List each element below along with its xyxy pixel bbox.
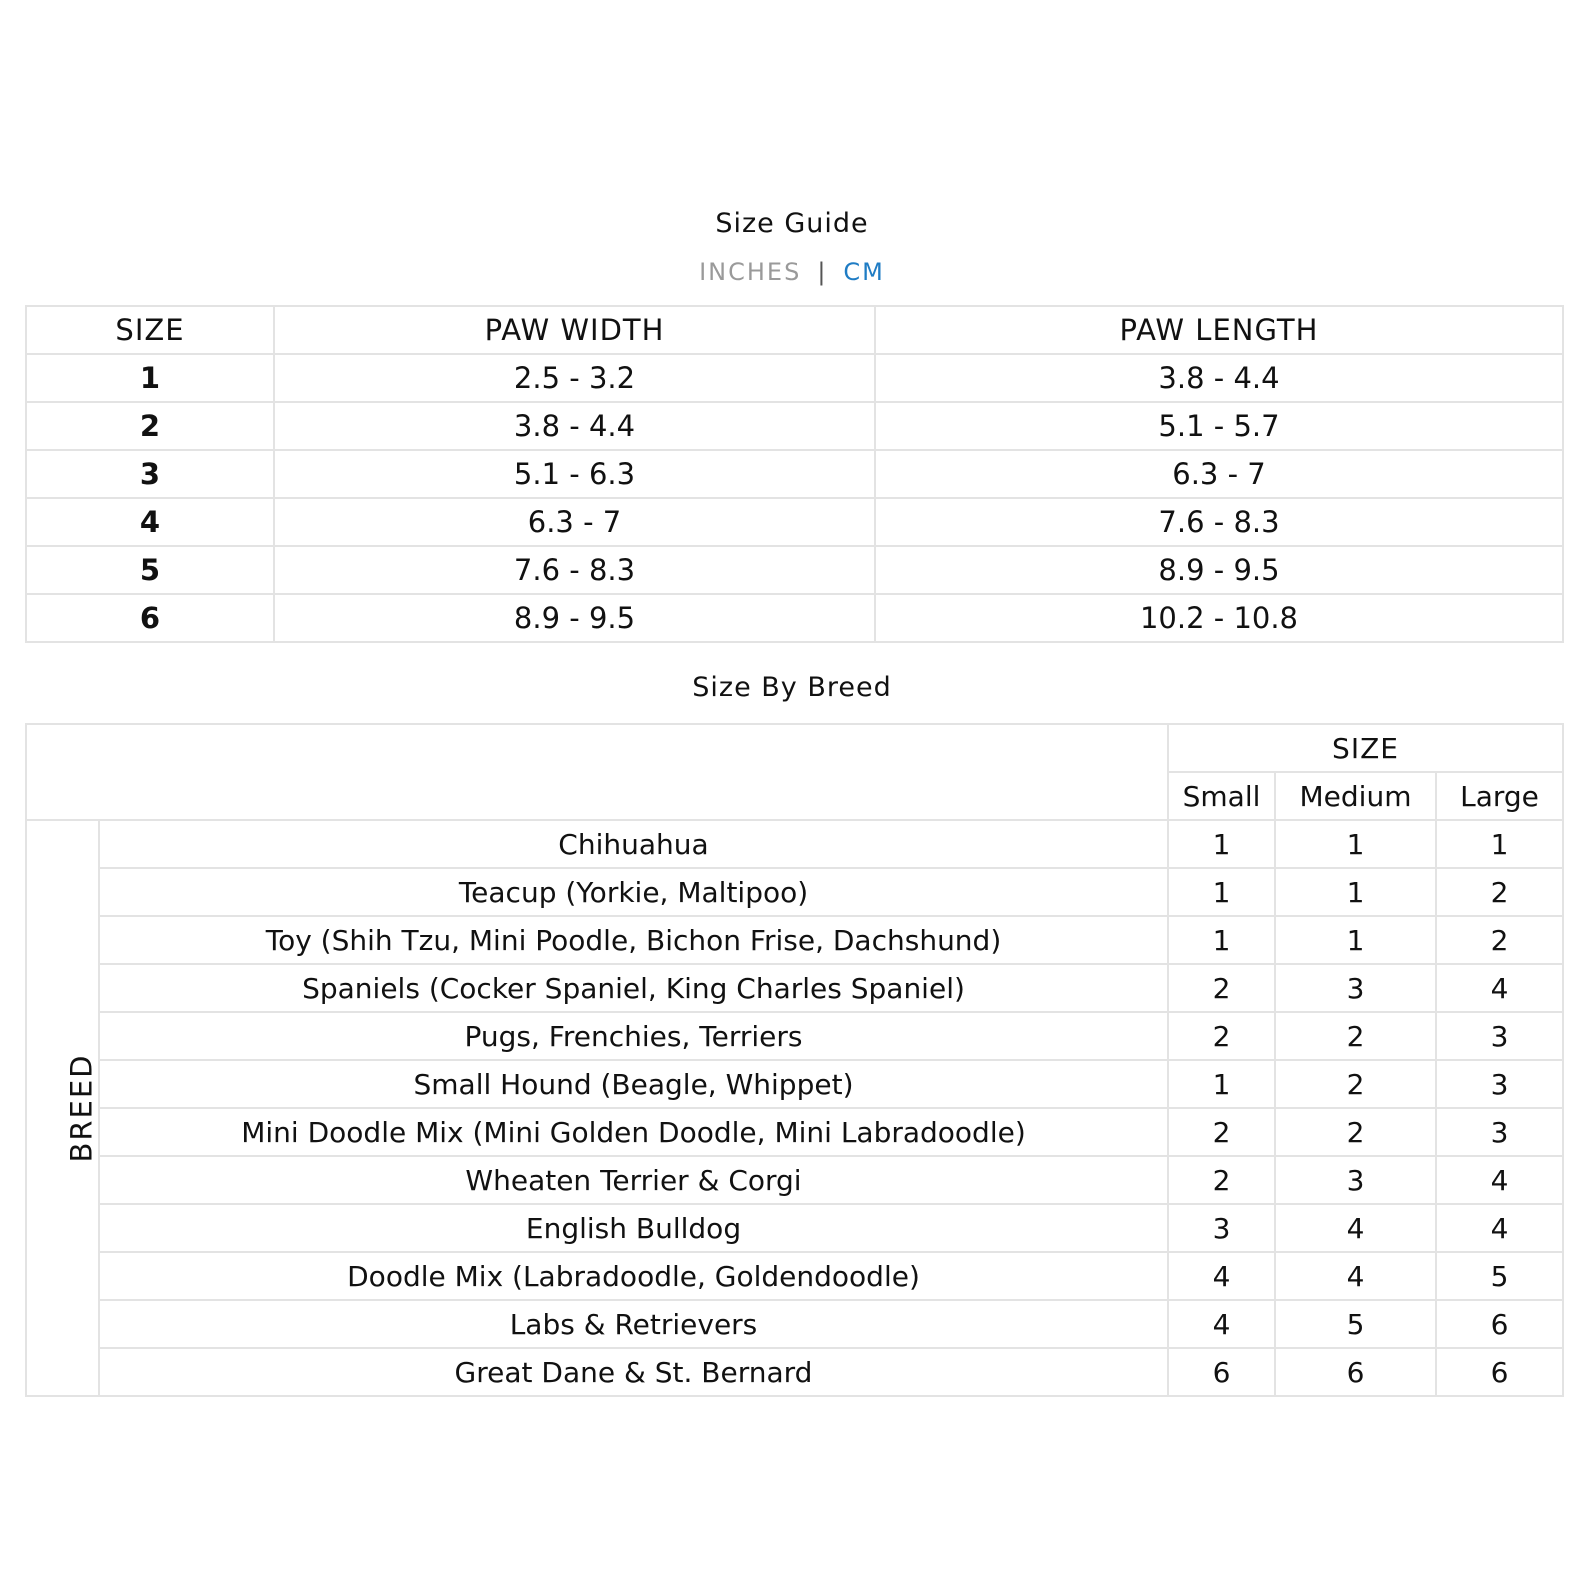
column-header-small: Small <box>1168 772 1275 820</box>
column-header-size: SIZE <box>26 306 274 354</box>
paw-width-cell: 2.5 - 3.2 <box>274 354 875 402</box>
small-size-cell: 2 <box>1168 1156 1275 1204</box>
small-size-cell: 1 <box>1168 868 1275 916</box>
large-size-cell: 2 <box>1436 916 1563 964</box>
medium-size-cell: 4 <box>1275 1252 1436 1300</box>
medium-size-cell: 4 <box>1275 1204 1436 1252</box>
medium-size-cell: 1 <box>1275 820 1436 868</box>
paw-length-cell: 5.1 - 5.7 <box>875 402 1563 450</box>
paw-length-cell: 3.8 - 4.4 <box>875 354 1563 402</box>
breed-header-blank <box>26 724 1168 820</box>
large-size-cell: 2 <box>1436 868 1563 916</box>
table-row <box>26 1252 1563 1300</box>
large-size-cell: 1 <box>1436 820 1563 868</box>
small-size-cell: 6 <box>1168 1348 1275 1396</box>
large-size-cell: 3 <box>1436 1060 1563 1108</box>
breed-name-cell: Mini Doodle Mix (Mini Golden Doodle, Mini Labradoodle) <box>99 1108 1168 1156</box>
size-cell: 3 <box>26 450 274 498</box>
breed-side-label-cell <box>26 820 99 1396</box>
small-size-cell: 4 <box>1168 1252 1275 1300</box>
paw-length-cell: 6.3 - 7 <box>875 450 1563 498</box>
large-size-cell: 6 <box>1436 1348 1563 1396</box>
large-size-cell: 4 <box>1436 1156 1563 1204</box>
unit-toggle <box>0 258 1584 286</box>
table-row <box>26 1060 1563 1108</box>
medium-size-cell: 3 <box>1275 964 1436 1012</box>
medium-size-cell: 3 <box>1275 1156 1436 1204</box>
paw-length-cell: 8.9 - 9.5 <box>875 546 1563 594</box>
size-cell: 6 <box>26 594 274 642</box>
breed-size-header: SIZE <box>1168 724 1563 772</box>
small-size-cell: 4 <box>1168 1300 1275 1348</box>
large-size-cell: 3 <box>1436 1108 1563 1156</box>
table-row <box>26 820 1563 868</box>
breed-name-cell: Doodle Mix (Labradoodle, Goldendoodle) <box>99 1252 1168 1300</box>
breed-header-row-1 <box>26 724 1563 772</box>
unit-separator: | <box>817 258 828 286</box>
large-size-cell: 4 <box>1436 1204 1563 1252</box>
breed-name-cell: Small Hound (Beagle, Whippet) <box>99 1060 1168 1108</box>
paw-width-cell: 3.8 - 4.4 <box>274 402 875 450</box>
table-row <box>26 1348 1563 1396</box>
table-row <box>26 402 1563 450</box>
paw-width-cell: 6.3 - 7 <box>274 498 875 546</box>
paw-width-cell: 8.9 - 9.5 <box>274 594 875 642</box>
column-header-paw-length: PAW LENGTH <box>875 306 1563 354</box>
paw-width-cell: 7.6 - 8.3 <box>274 546 875 594</box>
breed-name-cell: Great Dane & St. Bernard <box>99 1348 1168 1396</box>
large-size-cell: 3 <box>1436 1012 1563 1060</box>
medium-size-cell: 2 <box>1275 1012 1436 1060</box>
breed-name-cell: Labs & Retrievers <box>99 1300 1168 1348</box>
table-row <box>26 916 1563 964</box>
size-cell: 4 <box>26 498 274 546</box>
table-row <box>26 868 1563 916</box>
table-row <box>26 450 1563 498</box>
medium-size-cell: 5 <box>1275 1300 1436 1348</box>
column-header-paw-width: PAW WIDTH <box>274 306 875 354</box>
small-size-cell: 2 <box>1168 964 1275 1012</box>
breed-name-cell: Pugs, Frenchies, Terriers <box>99 1012 1168 1060</box>
large-size-cell: 6 <box>1436 1300 1563 1348</box>
table-row <box>26 354 1563 402</box>
large-size-cell: 4 <box>1436 964 1563 1012</box>
table-row <box>26 1156 1563 1204</box>
table-row <box>26 1108 1563 1156</box>
table-row <box>26 1300 1563 1348</box>
breed-name-cell: Teacup (Yorkie, Maltipoo) <box>99 868 1168 916</box>
column-header-medium: Medium <box>1275 772 1436 820</box>
breed-side-label: BREED <box>64 1053 99 1163</box>
small-size-cell: 3 <box>1168 1204 1275 1252</box>
unit-cm-button[interactable]: CM <box>843 258 885 286</box>
paw-length-cell: 7.6 - 8.3 <box>875 498 1563 546</box>
breed-name-cell: Toy (Shih Tzu, Mini Poodle, Bichon Frise, Dachshund) <box>99 916 1168 964</box>
size-cell: 5 <box>26 546 274 594</box>
small-size-cell: 2 <box>1168 1012 1275 1060</box>
medium-size-cell: 1 <box>1275 868 1436 916</box>
table-row <box>26 498 1563 546</box>
table-row <box>26 964 1563 1012</box>
small-size-cell: 1 <box>1168 916 1275 964</box>
size-guide-title: Size Guide <box>715 208 869 239</box>
breed-name-cell: English Bulldog <box>99 1204 1168 1252</box>
small-size-cell: 1 <box>1168 820 1275 868</box>
medium-size-cell: 1 <box>1275 916 1436 964</box>
breed-name-cell: Wheaten Terrier & Corgi <box>99 1156 1168 1204</box>
size-by-breed-title: Size By Breed <box>692 672 892 703</box>
paw-width-cell: 5.1 - 6.3 <box>274 450 875 498</box>
size-by-breed-table <box>25 723 1564 1397</box>
small-size-cell: 2 <box>1168 1108 1275 1156</box>
column-header-large: Large <box>1436 772 1563 820</box>
table-row <box>26 594 1563 642</box>
table-row <box>26 1012 1563 1060</box>
size-cell: 1 <box>26 354 274 402</box>
size-guide-header-row <box>26 306 1563 354</box>
medium-size-cell: 2 <box>1275 1060 1436 1108</box>
small-size-cell: 1 <box>1168 1060 1275 1108</box>
medium-size-cell: 6 <box>1275 1348 1436 1396</box>
large-size-cell: 5 <box>1436 1252 1563 1300</box>
breed-name-cell: Chihuahua <box>99 820 1168 868</box>
table-row <box>26 546 1563 594</box>
table-row <box>26 1204 1563 1252</box>
size-guide-table <box>25 305 1564 643</box>
medium-size-cell: 2 <box>1275 1108 1436 1156</box>
breed-name-cell: Spaniels (Cocker Spaniel, King Charles Spaniel) <box>99 964 1168 1012</box>
unit-inches-button[interactable]: INCHES <box>699 258 802 286</box>
size-cell: 2 <box>26 402 274 450</box>
paw-length-cell: 10.2 - 10.8 <box>875 594 1563 642</box>
